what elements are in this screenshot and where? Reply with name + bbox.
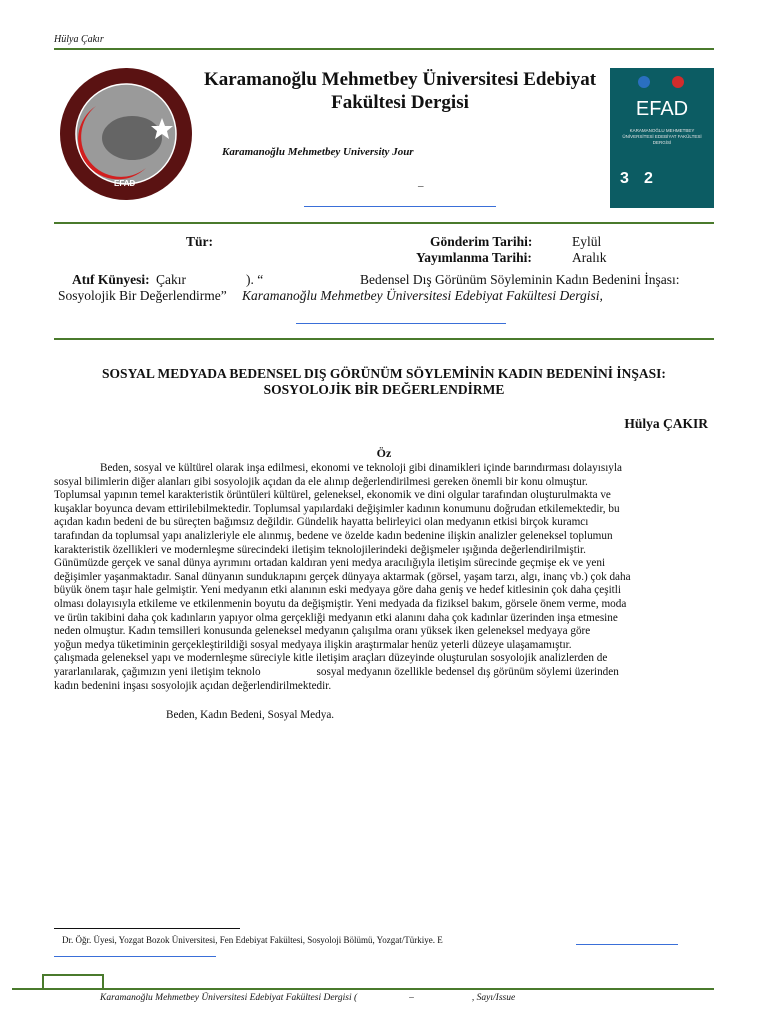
- journal-title: Karamanoğlu Mehmetbey Üniversitesi Edebiyat Fakültesi Dergisi: [203, 69, 597, 113]
- meta-rule: [54, 338, 714, 340]
- citation-journal: Karamanoğlu Mehmetbey Üniversitesi Edebiyat Fakültesi Dergisi,: [242, 288, 603, 303]
- abstract-line: büyük önem taşır hale gelmiştir. Yeni medyanın etki alanının eski medyaya göre daha geniş ve hedef kitlesinin çok daha çeşitli: [54, 584, 621, 597]
- abstract-body: [54, 462, 714, 693]
- footer-journal: [100, 993, 515, 1003]
- doi-link-underline[interactable]: [296, 323, 506, 324]
- publication-date-label: Yayımlanma Tarihi:: [416, 250, 532, 265]
- cover-badges: [638, 76, 688, 90]
- abstract-line: Günümüzde gerçek ve sanal dünya ayrımını ortadan kaldıran yeni medya aracılığıyla iletişim sürecinde geçmişe ek ve yeni: [54, 557, 606, 570]
- abstract-line: açıdan kadın bedeni de bu süreçten bağımsız değildir. Gündelik hayatta belirleyici olan medyanın etkisi birçok kuramcı: [54, 516, 589, 529]
- article-author: Hülya ÇAKIR: [624, 416, 708, 431]
- citation-title-part: Bedensel Dış Görünüm Söyleminin Kadın Bedenini İnşası:: [360, 272, 680, 287]
- abstract-line: karakteristik özellikleri ve modernleşme sürecindeki iletişim teknolojilerindeki değişmeler ışığında değerlendirilmiştir.: [54, 543, 586, 556]
- cover-subtitle: KARAMANOĞLU MEHMETBEY ÜNİVERSİTESİ EDEBİYAT FAKÜLTESİ DERGİSİ: [622, 128, 702, 145]
- citation-author: Çakır: [156, 272, 186, 287]
- footnote-rule: [54, 928, 240, 929]
- article-title-line2: SOSYOLOJİK BİR DEĞERLENDİRME: [263, 382, 505, 397]
- citation-title-end: Sosyolojik Bir Değerlendirme”: [58, 288, 227, 303]
- abstract-heading: Öz: [376, 446, 392, 460]
- footer-journal-name: Karamanoğlu Mehmetbey Üniversitesi Edebiyat Fakültesi Dergisi (: [100, 993, 358, 1003]
- footnote-email-link[interactable]: [576, 944, 678, 945]
- citation-label: Atıf Künyesi:: [72, 272, 150, 287]
- abstract-line: olması dolayısıyla etkileme ve etkilenmenin boyutu da değişmiştir. Yeni medyada da fiziksel bakım, görsele önem verme, moda: [54, 597, 627, 610]
- abstract-line: yararlanılarak, çağımızın yeni iletişim teknolo sosyal medyanın özellikle bedensel dış görünüm söylemi üzerinden: [54, 665, 619, 678]
- type-label: Tür:: [186, 234, 213, 249]
- citation-year-open: ). “: [246, 272, 264, 287]
- abstract-line: değişimler yaşanmaktadır. Sanal dünyanın sundukларını gerçek dünyaya aktarmak (görsel, yaşam tarzı, algı, inanç vb.) çok daha: [54, 570, 631, 583]
- footer-issue: , Sayı/Issue: [471, 993, 516, 1003]
- abstract-line: yoğun medya tüketiminin gerçekleştirildiği sosyal medyaya ilişkin araştırmalar henüz yeterli düzeye ulaşamamıştır.: [54, 638, 572, 651]
- abstract-line: neden olmuştur. Kadın temsilleri konusunda geleneksel medyanın çalışılma oranı yüksek iken geleneksel medyaya göre: [54, 625, 591, 638]
- article-title-line1: SOSYAL MEDYADA BEDENSEL DIŞ GÖRÜNÜM SÖYLEMİNİN KADIN BEDENİNİ İNŞASI:: [102, 366, 666, 381]
- abstract-line: tarafından da toplumsal yapı analizleriyle ele alınmış, bedene ve özelde kadın bedenine ilişkin analizler geleneksel toplumun: [54, 529, 613, 542]
- masthead-rule: [54, 222, 714, 224]
- cover-issue: 2: [644, 170, 653, 187]
- journal-logo: [54, 66, 204, 204]
- abstract-line: çalışmada geleneksel yapı ve modernleşme süreciyle kitle iletişim araçları düzeyinde oluşturulan sosyolojik analizlerden de: [54, 652, 608, 665]
- footnote-text: Dr. Öğr. Üyesi, Yozgat Bozok Üniversitesi, Fen Edebiyat Fakültesi, Sosyoloji Bölümü, Yozgat/Türkiye. E: [62, 935, 443, 945]
- keywords: Beden, Kadın Bedeni, Sosyal Medya.: [166, 709, 335, 721]
- publication-date-value: Aralık: [572, 250, 607, 265]
- abstract-line: kadın bedenini inşası sosyolojik açıdan değerlendirilmektedir.: [54, 679, 332, 692]
- submission-date-label: Gönderim Tarihi:: [430, 234, 533, 249]
- footnote-orcid-link[interactable]: [54, 956, 216, 957]
- footer-rule: [12, 988, 714, 990]
- journal-title-english: Karamanoğlu Mehmetbey University Jour: [222, 146, 414, 158]
- abstract-line: kuşaklar boyunca devam ettirilebilmektedir. Toplumsal yapılardaki değişimler kadının konumunu doğrudan etkilemektedir, bu: [54, 502, 620, 515]
- issue-dash: –: [418, 180, 424, 192]
- running-header-author: Hülya Çakır: [54, 34, 104, 45]
- cover-title: EFAD: [635, 98, 689, 120]
- abstract-line: ve ürün takibini daha çok kadınların yapıyor olma gerçekliği medyanın etki alanını daha çok kadınlar üzerinden inşa etmesine: [54, 611, 618, 624]
- submission-date-value: Eylül: [572, 234, 602, 249]
- abstract-line: Beden, sosyal ve kültürel olarak inşa edilmesi, ekonomi ve teknoloji gibi dinamikleri içinde barındırması dolayısıyla: [100, 462, 622, 474]
- footer-dash: –: [409, 993, 414, 1003]
- journal-link-underline[interactable]: [304, 206, 496, 207]
- abstract-line: Toplumsal yapının temel karakteristik örüntüleri kültürel, geleneksel, ekonomik ve dini olgular tarafından oluşturulmakta ve: [54, 489, 611, 502]
- cover-volume: 3: [620, 170, 629, 187]
- logo-bottom-text: EFAD: [114, 179, 136, 188]
- abstract-line: sosyal bilimlerin diğer alanları gibi sosyolojik açıdan da ele alınıp değerlendirilmesi gereken önemli bir konu olmuştur.: [54, 475, 588, 488]
- journal-cover-image: [610, 68, 714, 208]
- header-rule: [54, 48, 714, 50]
